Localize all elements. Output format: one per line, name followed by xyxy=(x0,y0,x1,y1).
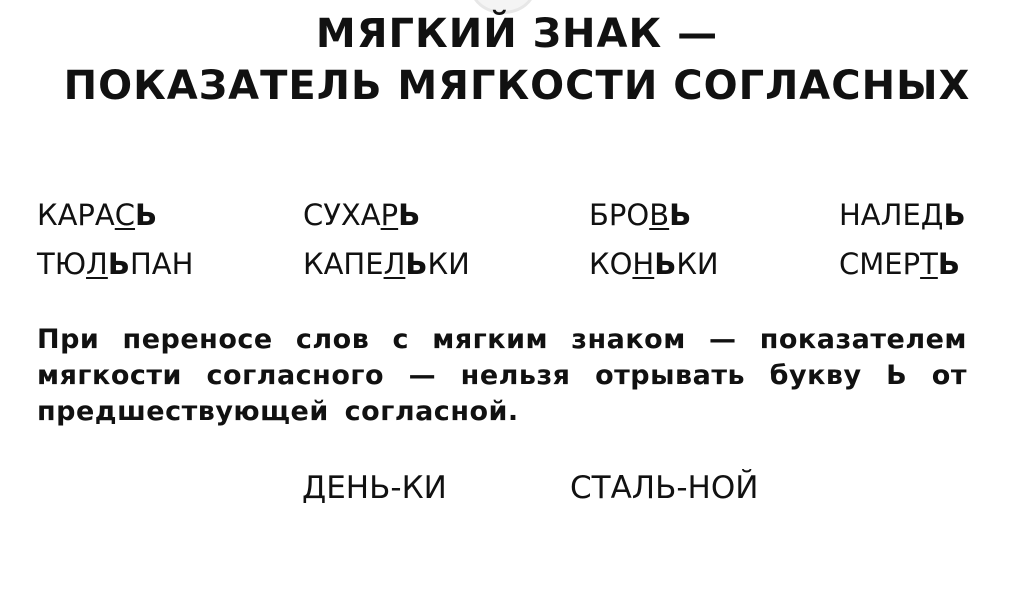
word-suffix: ПАН xyxy=(129,247,194,281)
word-naled xyxy=(839,198,966,232)
soft-consonant: Л xyxy=(86,247,108,281)
soft-sign: Ь xyxy=(405,247,428,281)
word-prefix: НАЛЕ xyxy=(839,198,921,232)
title-line-2: ПОКАЗАТЕЛЬ МЯГКОСТИ СОГЛАСНЫХ xyxy=(63,63,971,109)
word-prefix: СМЕР xyxy=(839,247,921,281)
soft-consonant: Н xyxy=(632,247,655,281)
word-brov xyxy=(589,198,691,232)
word-tyulpan xyxy=(37,247,193,281)
word-prefix: КАПЕ xyxy=(303,247,384,281)
example-stalnoy: СТАЛЬ-НОЙ xyxy=(570,470,759,506)
word-suffix: КИ xyxy=(676,247,719,281)
word-kapelki xyxy=(303,247,470,281)
soft-sign: Ь xyxy=(937,247,960,281)
word-sukhar xyxy=(303,198,420,232)
soft-sign: Ь xyxy=(398,198,421,232)
soft-consonant: Л xyxy=(383,247,406,281)
soft-consonant: С xyxy=(114,198,136,232)
word-smert xyxy=(839,247,960,281)
word-prefix: СУХА xyxy=(303,198,381,232)
word-prefix: ТЮ xyxy=(37,247,87,281)
hyphenation-rule: При переносе слов с мягким знаком — показателем мягкости согласного — нельзя отрывать букву Ь от предшествующей согласной. xyxy=(37,324,967,427)
soft-sign: Ь xyxy=(107,247,130,281)
soft-sign: Ь xyxy=(654,247,677,281)
word-konki xyxy=(589,247,719,281)
soft-sign: Ь xyxy=(669,198,692,232)
word-prefix: КО xyxy=(589,247,633,281)
word-prefix: КАРА xyxy=(37,198,115,232)
soft-sign: Ь xyxy=(943,198,966,232)
soft-consonant: Т xyxy=(920,247,938,281)
soft-consonant: Р xyxy=(380,198,399,232)
soft-consonant: В xyxy=(649,198,670,232)
soft-consonant: Д xyxy=(920,198,944,232)
word-suffix: КИ xyxy=(427,247,470,281)
example-denki: ДЕНЬ-КИ xyxy=(302,470,447,506)
title-line-1: МЯГКИЙ ЗНАК — xyxy=(315,11,719,57)
word-prefix: БРО xyxy=(589,198,650,232)
soft-sign: Ь xyxy=(135,198,158,232)
word-karas xyxy=(37,198,157,232)
